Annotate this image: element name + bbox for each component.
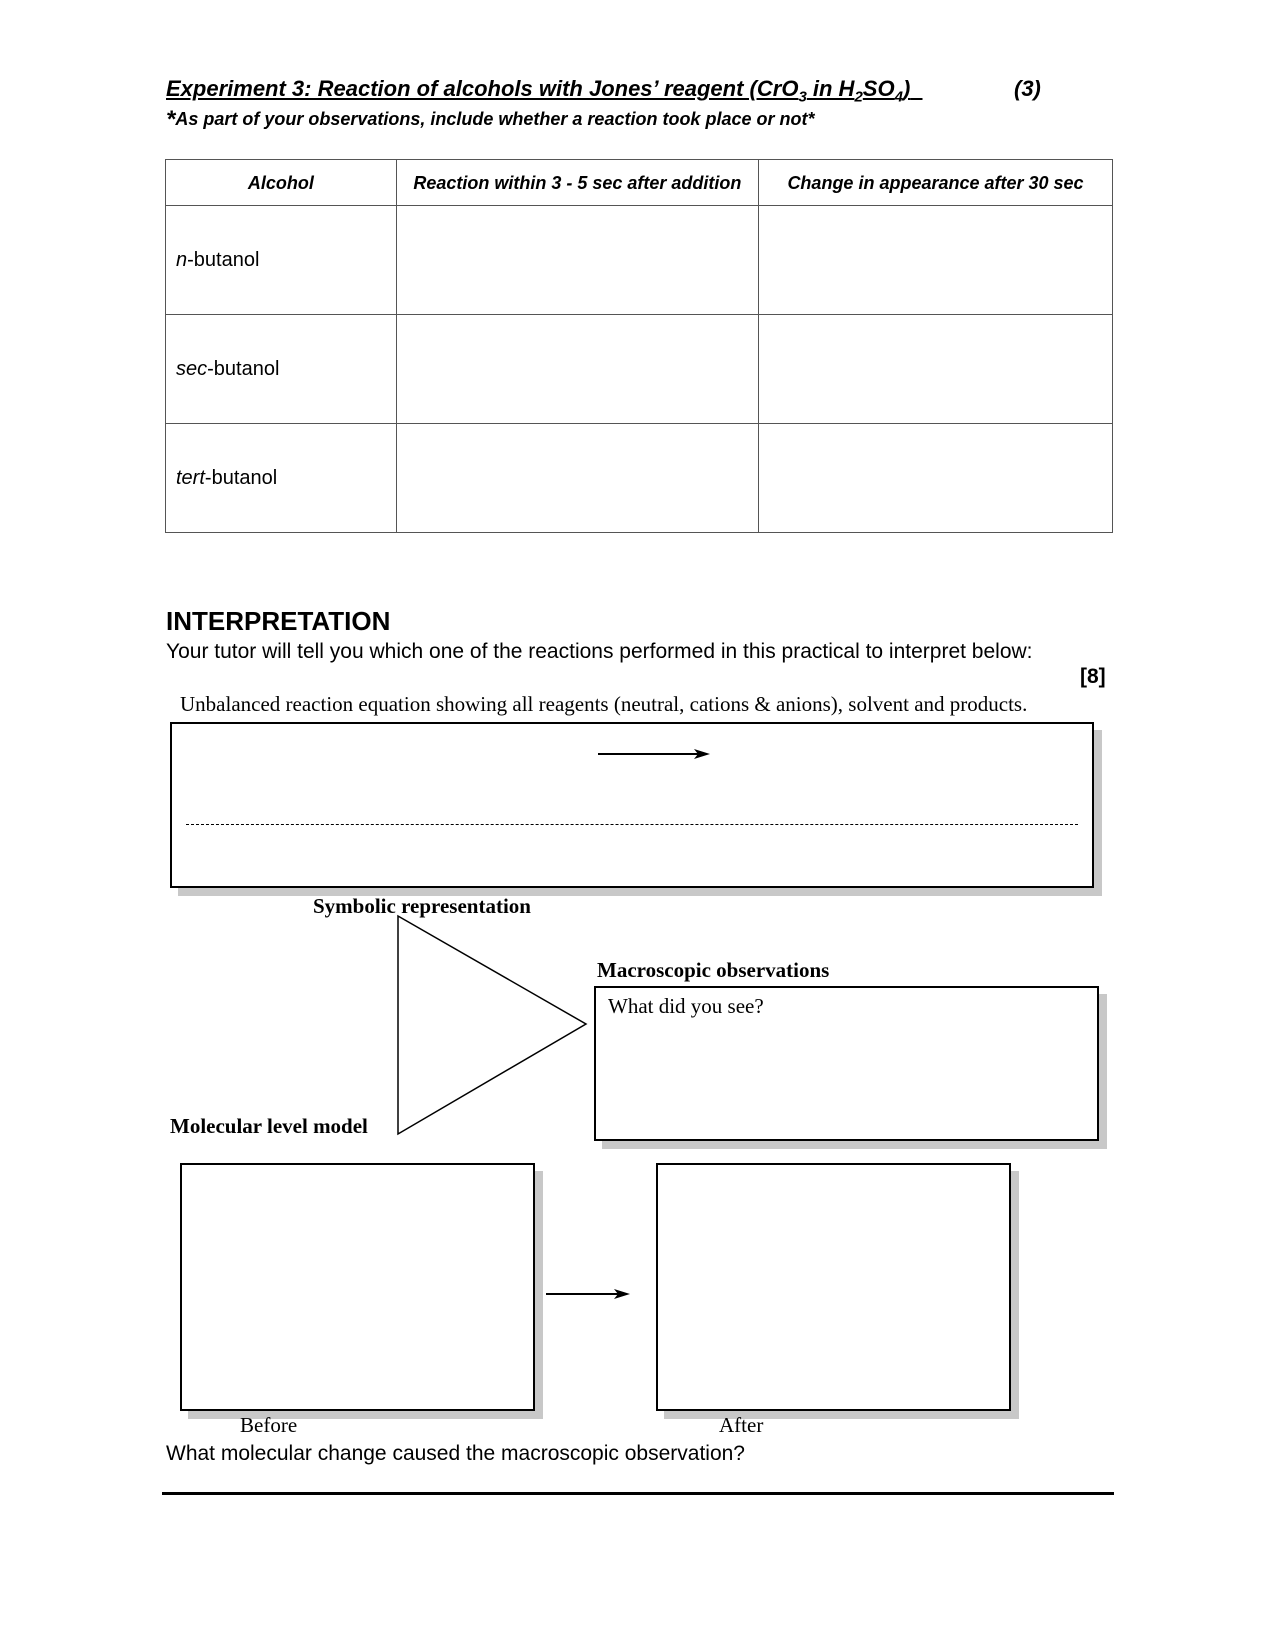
table-header-row <box>166 160 1113 206</box>
after-box[interactable] <box>656 1163 1011 1411</box>
macroscopic-box[interactable] <box>594 986 1099 1141</box>
symbolic-label: Symbolic representation <box>313 894 531 918</box>
equation-divider <box>186 824 1078 825</box>
experiment-title <box>166 76 1066 105</box>
interpretation-marks: [8] <box>1080 665 1106 688</box>
equation-box[interactable] <box>170 722 1094 888</box>
reaction-answer-cell[interactable] <box>396 206 758 315</box>
alcohol-cell: n-butanol <box>166 206 397 315</box>
header-change: Change in appearance after 30 sec <box>759 160 1113 206</box>
table-row <box>166 424 1113 533</box>
interpretation-heading: INTERPRETATION <box>166 606 391 636</box>
header-alcohol: Alcohol <box>166 160 397 206</box>
experiment-title-text: Experiment 3: Reaction of alcohols with Jones’ reagent (CrO$_3$ in $H_2SO_4$) <box>166 76 911 106</box>
change-answer-cell[interactable] <box>759 315 1113 424</box>
table-row <box>166 206 1113 315</box>
molecular-label: Molecular level model <box>170 1114 368 1138</box>
experiment-marks: (3) <box>1014 76 1041 101</box>
molecular-arrow-icon <box>544 1284 634 1304</box>
reaction-answer-cell[interactable] <box>396 424 758 533</box>
change-answer-cell[interactable] <box>759 206 1113 315</box>
alcohol-cell: sec-butanol <box>166 315 397 424</box>
answer-line[interactable] <box>162 1492 1114 1495</box>
final-question: What molecular change caused the macroscopic observation? <box>166 1442 745 1465</box>
macroscopic-label: Macroscopic observations <box>597 958 830 982</box>
header-reaction: Reaction within 3 - 5 sec after addition <box>396 160 758 206</box>
reaction-answer-cell[interactable] <box>396 315 758 424</box>
before-label: Before <box>240 1413 298 1437</box>
macroscopic-question: What did you see? <box>608 994 764 1018</box>
observation-note: *As part of your observations, include whether a reaction took place or not* <box>166 106 815 133</box>
reaction-arrow-icon <box>596 744 716 764</box>
before-box[interactable] <box>180 1163 535 1411</box>
triangle-diagram <box>396 914 588 1138</box>
change-answer-cell[interactable] <box>759 424 1113 533</box>
interpretation-instruction: Your tutor will tell you which one of the reactions performed in this practical to interpret below: <box>166 640 1033 663</box>
equation-caption: Unbalanced reaction equation showing all reagents (neutral, cations & anions), solvent and products. <box>180 692 1028 716</box>
observation-table <box>165 159 1113 533</box>
alcohol-cell: tert-butanol <box>166 424 397 533</box>
table-row <box>166 315 1113 424</box>
after-label: After <box>719 1413 764 1437</box>
